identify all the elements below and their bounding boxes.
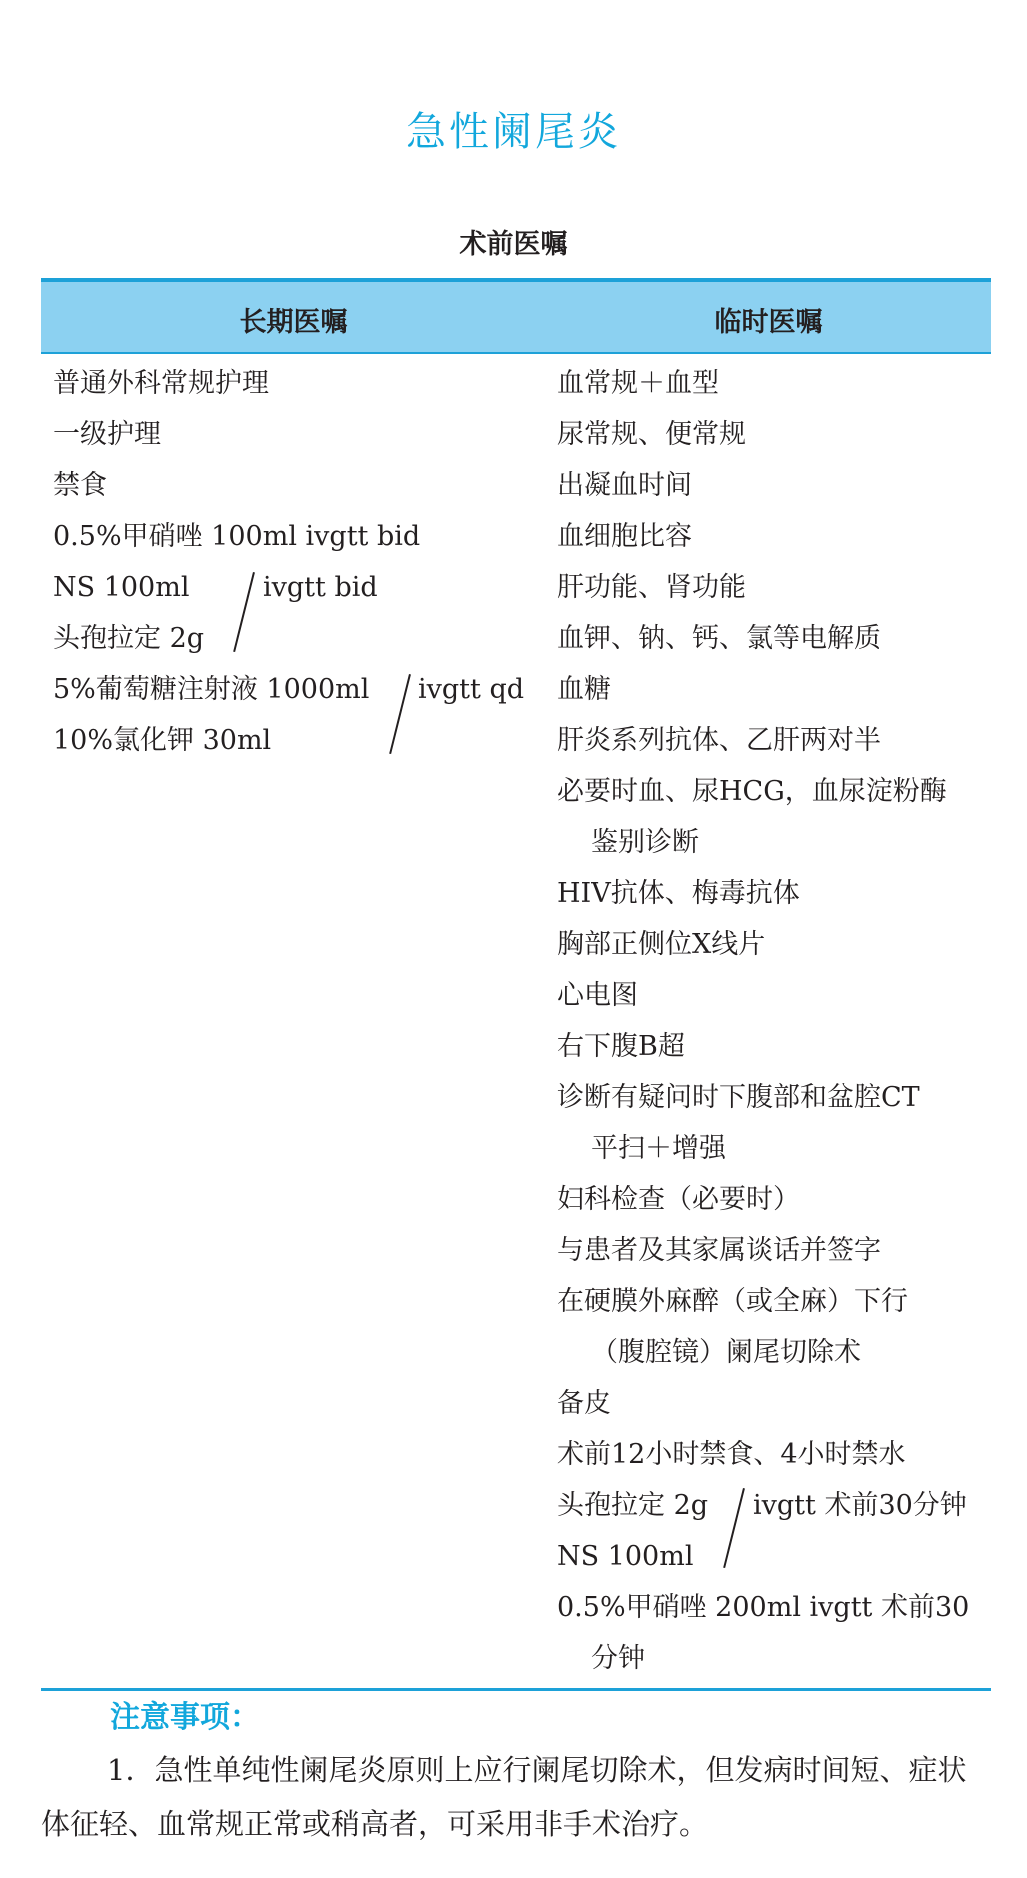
order-line: 备皮 — [557, 1388, 611, 1419]
order-line: NS 100ml — [557, 1541, 694, 1572]
notes-heading: 注意事项： — [110, 1700, 260, 1735]
order-line: 鉴别诊断 — [591, 827, 699, 858]
order-line: NS 100ml ivgtt bid — [53, 562, 523, 613]
order-line: 肝炎系列抗体、乙肝两对半 — [557, 725, 881, 756]
order-line: 平扫＋增强 — [591, 1133, 726, 1164]
order-line: 术前12小时禁食、4小时禁水 — [557, 1439, 906, 1470]
note-paragraph: 1．急性单纯性阑尾炎原则上应行阑尾切除术，但发病时间短、症状体征轻、血常规正常或稍高者，可采用非手术治疗。 — [41, 1753, 967, 1841]
order-line: 血钾、钠、钙、氯等电解质 — [557, 623, 881, 654]
order-line: 普通外科常规护理 — [53, 368, 269, 399]
order-line: 10%氯化钾 30ml — [53, 725, 272, 756]
route-tag: ivgtt qd — [418, 674, 525, 705]
order-line: 5%葡萄糖注射液 1000ml ivgtt qd — [53, 664, 523, 715]
section-title: 术前医嘱 — [459, 229, 568, 260]
order-line: 肝功能、肾功能 — [557, 572, 746, 603]
order-line: 分钟 — [591, 1643, 645, 1674]
page-title: 急性阑尾炎 — [406, 109, 621, 155]
order-line: 胸部正侧位X线片 — [557, 929, 766, 960]
order-line: 出凝血时间 — [557, 470, 692, 501]
order-line: 心电图 — [557, 980, 638, 1011]
order-line: 头孢拉定 2g ivgtt 术前30分钟 — [557, 1480, 997, 1531]
route-tag: ivgtt bid — [263, 572, 378, 603]
order-line: 血糖 — [557, 674, 611, 705]
order-line: 头孢拉定 2g — [53, 623, 205, 654]
order-line: 血细胞比容 — [557, 521, 692, 552]
long-term-orders — [53, 358, 523, 766]
header-temporary: 临时医嘱 — [714, 307, 823, 338]
table-header — [41, 278, 991, 354]
order-line: 与患者及其家属谈话并签字 — [557, 1235, 881, 1266]
order-line: 0.5%甲硝唑 100ml ivgtt bid — [53, 521, 421, 552]
order-line: 0.5%甲硝唑 200ml ivgtt 术前30 — [557, 1592, 970, 1623]
header-long-term: 长期医嘱 — [239, 307, 348, 338]
order-line: 右下腹B超 — [557, 1031, 685, 1062]
order-line: （腹腔镜）阑尾切除术 — [591, 1337, 861, 1368]
order-line: 血常规＋血型 — [557, 368, 719, 399]
route-tag: ivgtt 术前30分钟 — [753, 1490, 967, 1521]
order-line: HIV抗体、梅毒抗体 — [557, 878, 800, 909]
table-bottom-rule — [41, 1688, 991, 1691]
order-line: 尿常规、便常规 — [557, 419, 746, 450]
temporary-orders — [557, 358, 997, 1684]
order-line: 禁食 — [53, 470, 107, 501]
order-line: 在硬膜外麻醉（或全麻）下行 — [557, 1286, 908, 1317]
order-line: 妇科检查（必要时） — [557, 1184, 800, 1215]
order-line: 一级护理 — [53, 419, 161, 450]
order-line: 诊断有疑问时下腹部和盆腔CT — [557, 1082, 920, 1113]
order-line: 必要时血、尿HCG，血尿淀粉酶 — [557, 776, 947, 807]
